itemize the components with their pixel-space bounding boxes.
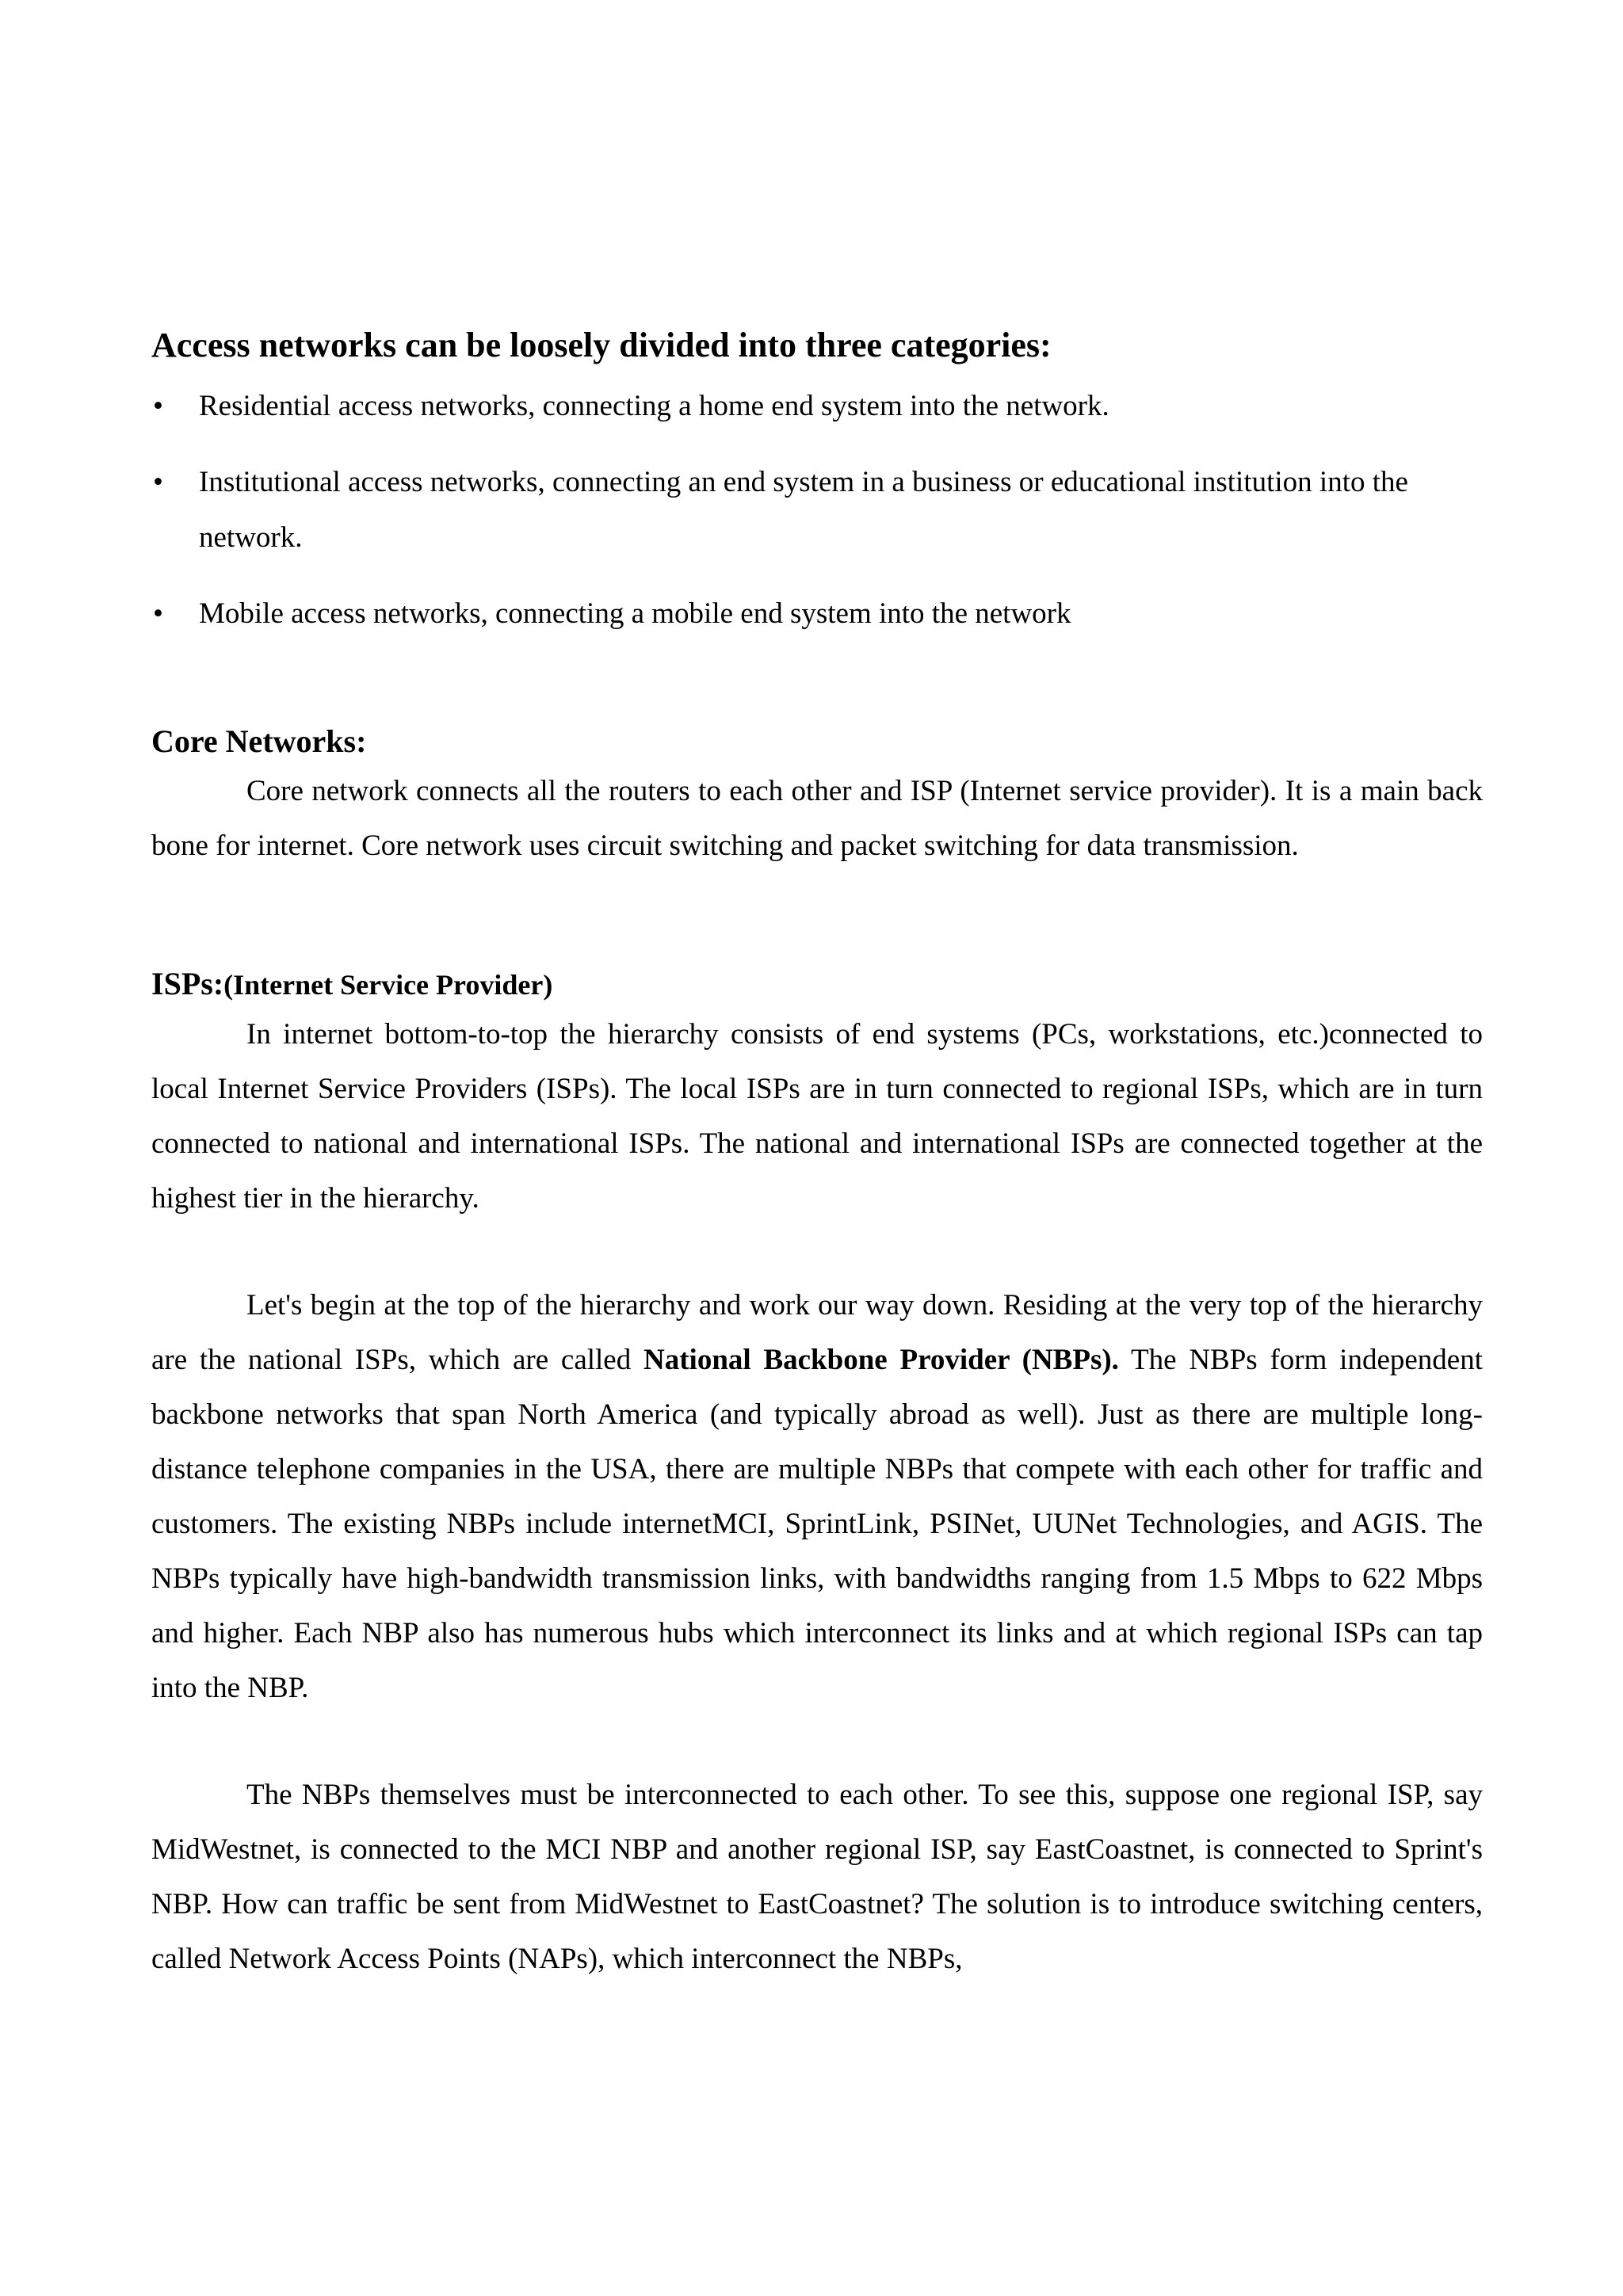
nbp-paragraph [151, 1278, 1483, 1715]
bullet-icon: • [153, 390, 163, 422]
isp-hierarchy-paragraph: In internet bottom-to-top the hierarchy consists of end systems (PCs, workstations, etc.)connected to local Internet Service Providers (ISPs). The local ISPs are in turn connected to regional ISPs, which are in turn connected to national and international ISPs. The national and international ISPs are connected together at the highest tier in the hierarchy. [151, 1018, 1483, 1215]
list-item-text: Mobile access networks, connecting a mobile end system into the network [199, 597, 1071, 630]
core-networks-paragraph: Core network connects all the routers to each other and ISP (Internet service provider). It is a main back bone for internet. Core network uses circuit switching and packet switching for data transmission. [151, 775, 1483, 862]
isps-heading [151, 962, 1483, 1007]
list-item-text: Institutional access networks, connecting an end system in a business or educational institution into the network. [199, 466, 1408, 554]
bullet-icon: • [153, 466, 163, 498]
list-item [151, 379, 1483, 434]
nbp-paragraph-rest: The NBPs form independent backbone networks that span North America (and typically abroad as well). Just as there are multiple long-distance telephone companies in the USA, there are multiple NBPs that compete with each other for traffic and customers. The existing NBPs include internetMCI, SprintLink, PSINet, UUNet Technologies, and AGIS. The NBPs typically have high-bandwidth transmission links, with bandwidths ranging from 1.5 Mbps to 622 Mbps and higher. Each NBP also has numerous hubs which interconnect its links and at which regional ISPs can tap into the NBP. [151, 1344, 1484, 1704]
list-item-text: Residential access networks, connecting a home end system into the network. [199, 390, 1109, 422]
access-networks-heading: Access networks can be loosely divided into three categories: [151, 326, 1052, 364]
list-item [151, 455, 1483, 566]
nbp-paragraph-intro: Let's begin at the top of the hierarchy and work our way down. Residing at the very top of the hierarchy are the national ISPs, which are called [151, 1289, 1483, 1376]
core-networks-heading: Core Networks: [151, 723, 367, 759]
list-item [151, 586, 1483, 642]
isps-heading-prefix: ISPs: [151, 966, 224, 1001]
access-categories-list [151, 379, 1483, 642]
nbp-bold-term: National Backbone Provider (NBPs). [643, 1344, 1119, 1376]
isps-heading-suffix: (Internet Service Provider) [223, 969, 553, 1001]
page-content [151, 323, 1483, 1986]
bullet-icon: • [153, 597, 163, 630]
nap-paragraph: The NBPs themselves must be interconnected to each other. To see this, suppose one regional ISP, say MidWestnet, is connected to the MCI NBP and another regional ISP, say EastCoastnet, is connected to Sprint's NBP. How can traffic be sent from MidWestnet to EastCoastnet? The solution is to introduce switching centers, called Network Access Points (NAPs), which interconnect the NBPs, [151, 1779, 1483, 1975]
